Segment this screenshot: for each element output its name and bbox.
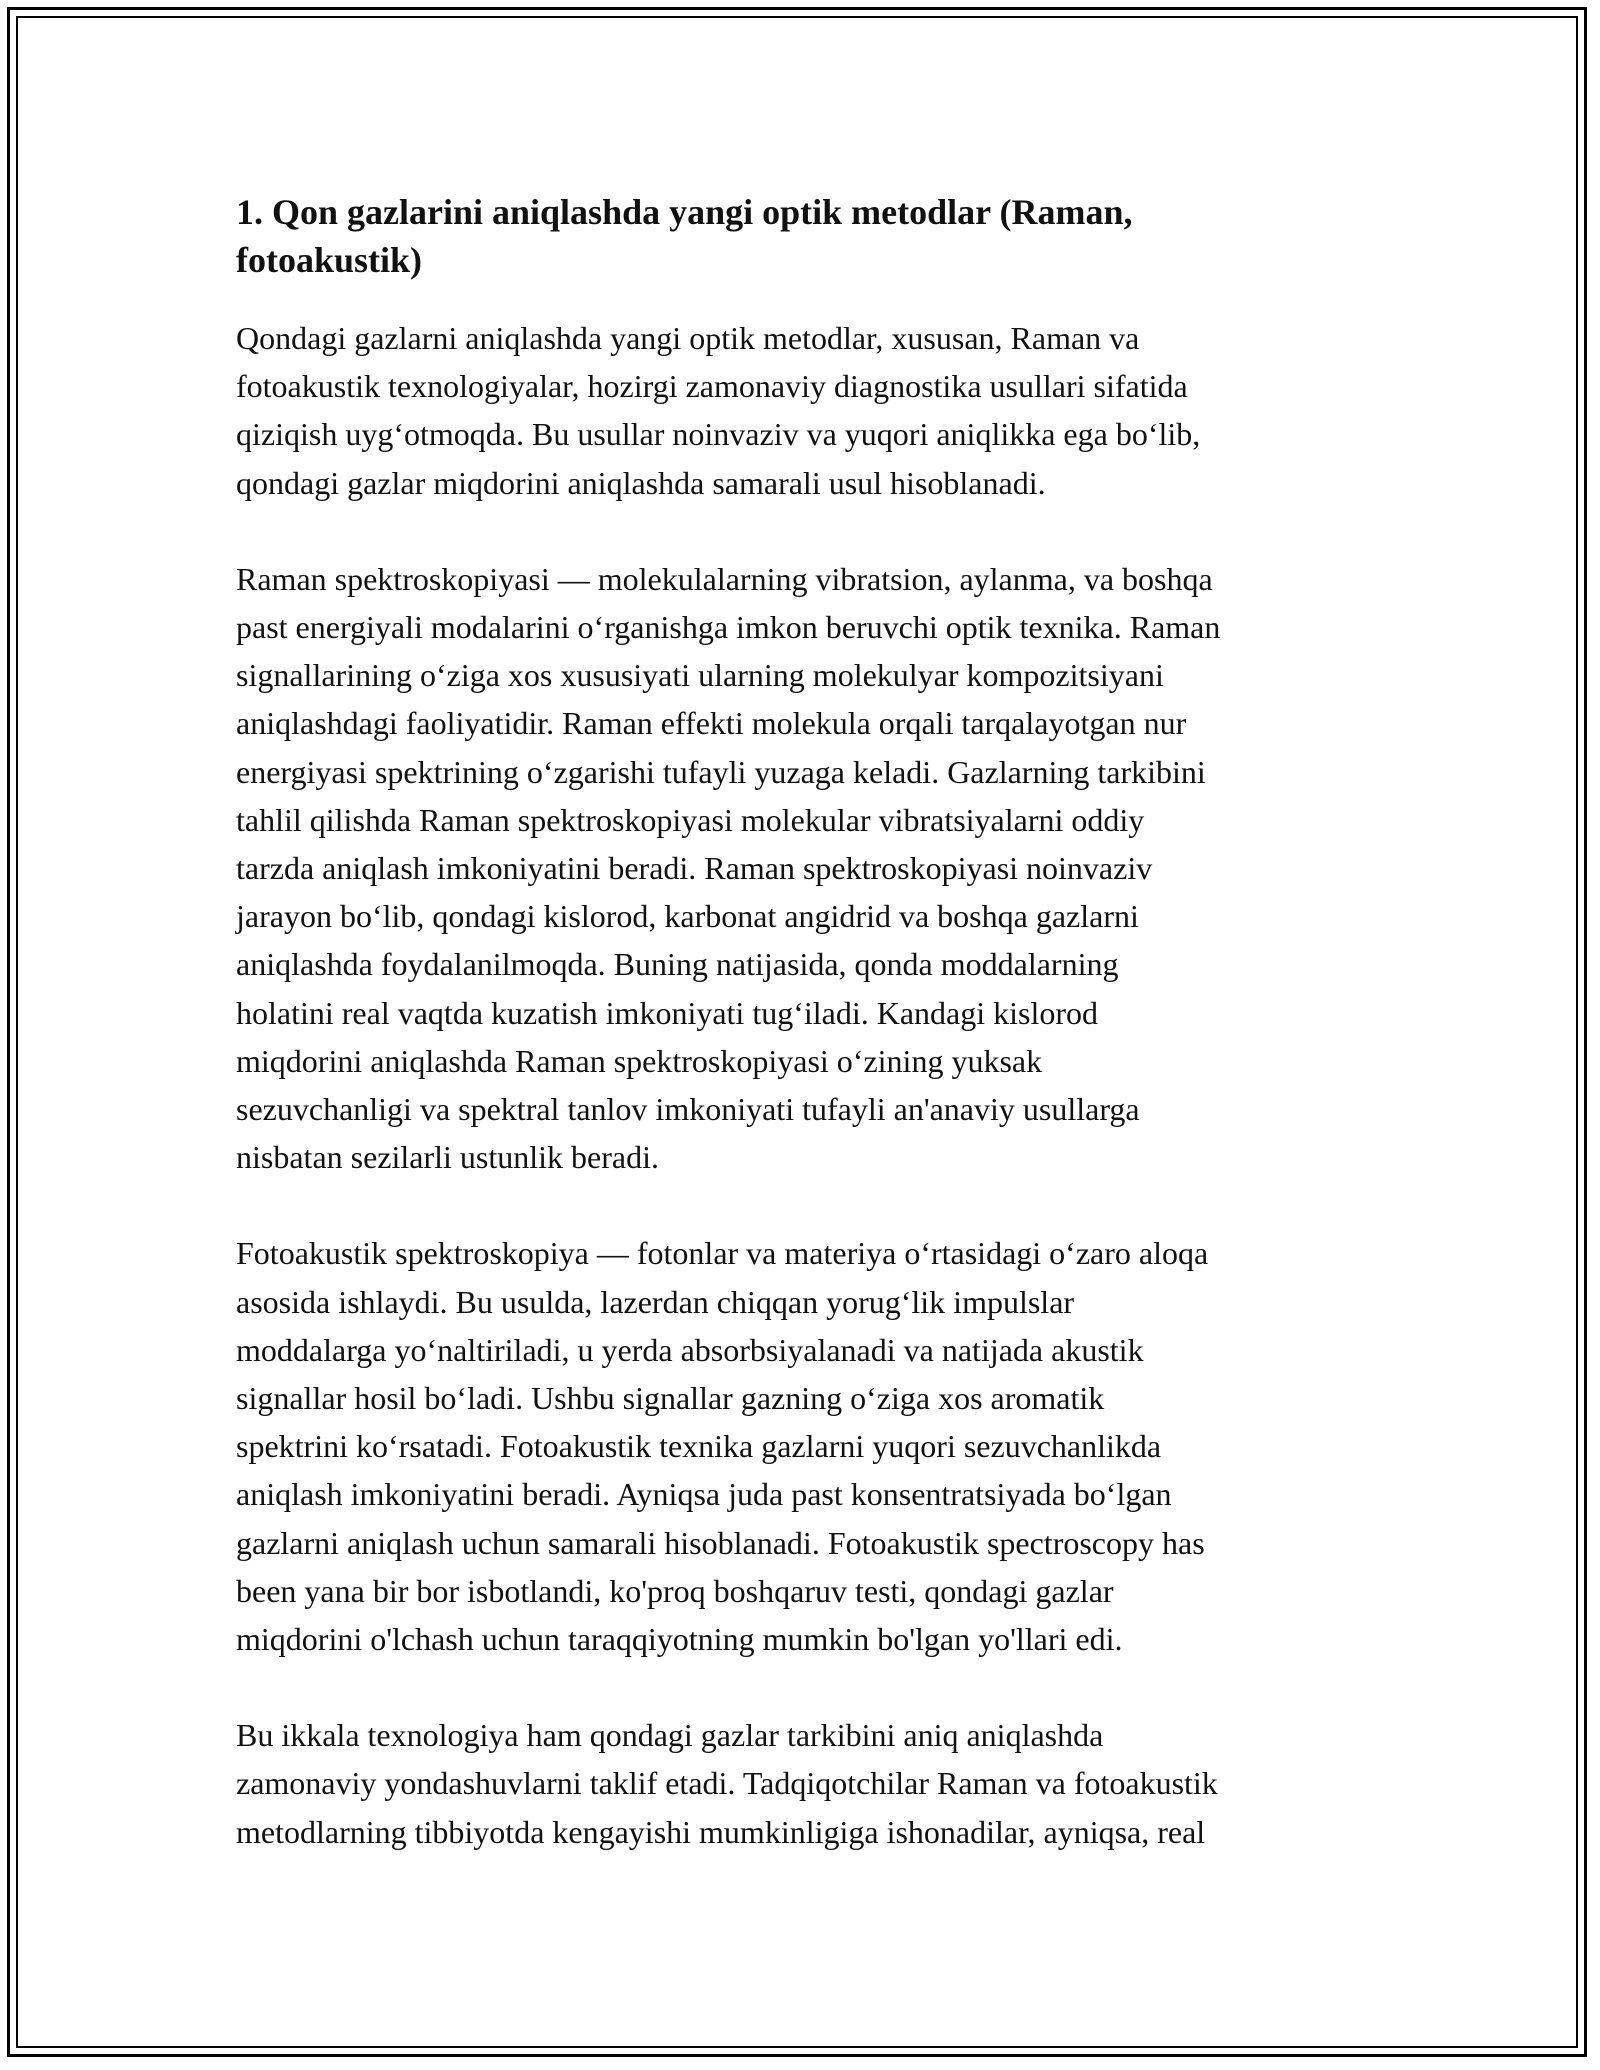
text-line: sezuvchanligi va spektral tanlov imkoniyati tufayli an'anaviy usullarga [236, 1091, 1140, 1128]
text-line: Bu ikkala texnologiya ham qondagi gazlar tarkibini aniq aniqlashda [236, 1717, 1104, 1754]
text-line: energiyasi spektrining o‘zgarishi tufayli yuzaga keladi. Gazlarning tarkibini [236, 753, 1206, 790]
text-line: aniqlashdagi faoliyatidir. Raman effekti molekula orqali tarqalayotgan nur [236, 705, 1187, 742]
text-line: miqdorini o'lchash uchun taraqqiyotning mumkin bo'lgan yo'llari edi. [236, 1621, 1123, 1658]
text-line: qondagi gazlar miqdorini aniqlashda samarali usul hisoblanadi. [236, 464, 1046, 501]
text-line: qiziqish uyg‘otmoqda. Bu usullar noinvaziv va yuqori aniqlikka ega bo‘lib, [236, 416, 1201, 453]
text-line: fotoakustik texnologiyalar, hozirgi zamonaviy diagnostika usullari sifatida [236, 368, 1188, 405]
document-body [236, 188, 1376, 1856]
paragraph-conclusion [236, 1711, 1376, 1856]
text-line: moddalarga yo‘naltiriladi, u yerda absorbsiyalanadi va natijada akustik [236, 1331, 1144, 1368]
paragraph-photoacoustic [236, 1229, 1376, 1663]
section-heading [236, 188, 1376, 284]
text-line: nisbatan sezilarli ustunlik beradi. [236, 1139, 659, 1176]
text-line: Qondagi gazlarni aniqlashda yangi optik metodlar, xususan, Raman va [236, 320, 1140, 356]
text-line: aniqlashda foydalanilmoqda. Buning natijasida, qonda moddalarning [236, 946, 1119, 983]
text-line: past energiyali modalarini o‘rganishga imkon beruvchi optik texnika. Raman [236, 609, 1221, 646]
text-line: tarzda aniqlash imkoniyatini beradi. Raman spektroskopiyasi noinvaziv [236, 850, 1153, 887]
text-line: tahlil qilishda Raman spektroskopiyasi molekular vibratsiyalarni oddiy [236, 801, 1145, 838]
text-line: Fotoakustik spektroskopiya — fotonlar va materiya o‘rtasidagi o‘zaro aloqa [236, 1235, 1209, 1272]
text-line: metodlarning tibbiyotda kengayishi mumkinligiga ishonadilar, ayniqsa, real [236, 1813, 1206, 1850]
text-line: gazlarni aniqlash uchun samarali hisoblanadi. Fotoakustik spectroscopy has [236, 1524, 1205, 1561]
text-line: asosida ishlaydi. Bu usulda, lazerdan chiqqan yorug‘lik impulslar [236, 1283, 1075, 1320]
text-line: aniqlash imkoniyatini beradi. Ayniqsa juda past konsentratsiyada bo‘lgan [236, 1476, 1172, 1513]
paragraph-raman [236, 555, 1376, 1182]
heading-line: fotoakustik) [236, 240, 423, 280]
heading-line: 1. Qon gazlarini aniqlashda yangi optik metodlar (Raman, [236, 192, 1133, 232]
text-line: holatini real vaqtda kuzatish imkoniyati tug‘iladi. Kandagi kislorod [236, 994, 1099, 1031]
text-line: Raman spektroskopiyasi — molekulalarning vibratsion, aylanma, va boshqa [236, 560, 1213, 597]
text-line: miqdorini aniqlashda Raman spektroskopiyasi o‘zining yuksak [236, 1042, 1043, 1079]
text-line: signallar hosil bo‘ladi. Ushbu signallar gazning o‘ziga xos aromatik [236, 1380, 1105, 1417]
text-line: zamonaviy yondashuvlarni taklif etadi. Tadqiqotchilar Raman va fotoakustik [236, 1765, 1218, 1802]
text-line: spektrini ko‘rsatadi. Fotoakustik texnika gazlarni yuqori sezuvchanlikda [236, 1428, 1162, 1465]
text-line: been yana bir bor isbotlandi, ko'proq boshqaruv testi, qondagi gazlar [236, 1572, 1114, 1609]
text-line: signallarining o‘ziga xos xususiyati ularning molekulyar kompozitsiyani [236, 657, 1164, 694]
paragraph-intro [236, 314, 1376, 507]
text-line: jarayon bo‘lib, qondagi kislorod, karbonat angidrid va boshqa gazlarni [236, 898, 1139, 935]
